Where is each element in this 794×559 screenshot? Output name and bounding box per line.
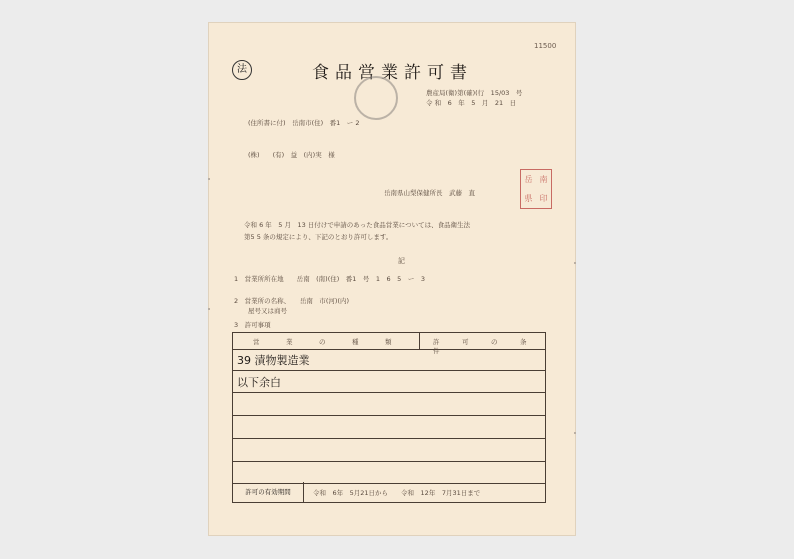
official-seal: 岳 南 県 印 [520,169,552,209]
edge-mark [208,308,210,310]
table-cell: 39 漬物製造業 [237,354,310,367]
edge-mark [574,432,576,434]
body-text-line-2: 第5 5 条の規定により、下記のとおり許可します。 [244,233,393,241]
table-header-business-type: 営 業 の 種 類 [253,338,402,346]
permit-table [232,332,549,484]
table-row [233,393,545,416]
applicant-name: (株) (有) 益 (内)実 様 [248,151,335,159]
issue-date: 令 和 6 年 5 月 21 日 [426,99,517,107]
table-row [233,416,545,439]
table-cell: 以下余白 [237,376,281,389]
validity-label: 許可の有効期間 [233,482,304,502]
item-business-name: 2 営業所の名称、 岳南 市(河)(内) [234,297,350,305]
document-title: 食品営業許可書 [312,63,473,83]
document-code: 11500 [534,42,557,50]
table-header-conditions: 許 可 の 条 件 [433,338,549,355]
stamp-circle [354,76,398,120]
table-row [233,439,545,462]
body-text-line-1: 令和 6 年 5 月 13 日付けで申請のあった食品営業については、食品衛生法 [244,221,471,229]
table-row [233,349,545,371]
permit-number: 農産局(衛)第(確)(行 15/03 号 [426,89,523,97]
table-header-row [233,333,549,355]
item-business-name-sub: 屋号又は商号 [248,307,287,315]
edge-mark [208,178,210,180]
legal-mark-icon: 法 [232,60,252,80]
item-permit-matters: 3 許可事項 [234,321,271,329]
validity-row [232,482,546,503]
ki-heading: 記 [398,257,405,265]
edge-mark [574,262,576,264]
applicant-address: (住所書に付) 岳南市(住) 番1 ー 2 [248,119,360,127]
validity-period: 令和 6年 5月21日から 令和 12年 7月31日まで [313,489,481,497]
permit-document [208,22,576,536]
item-location: 1 営業所所在地 岳南 (南)(住) 番1 号 1 6 5 ー 3 [234,275,425,283]
table-row [233,371,545,393]
column-divider [419,333,420,349]
issuer: 岳南県山梨保健所長 武藤 直 [384,189,475,197]
